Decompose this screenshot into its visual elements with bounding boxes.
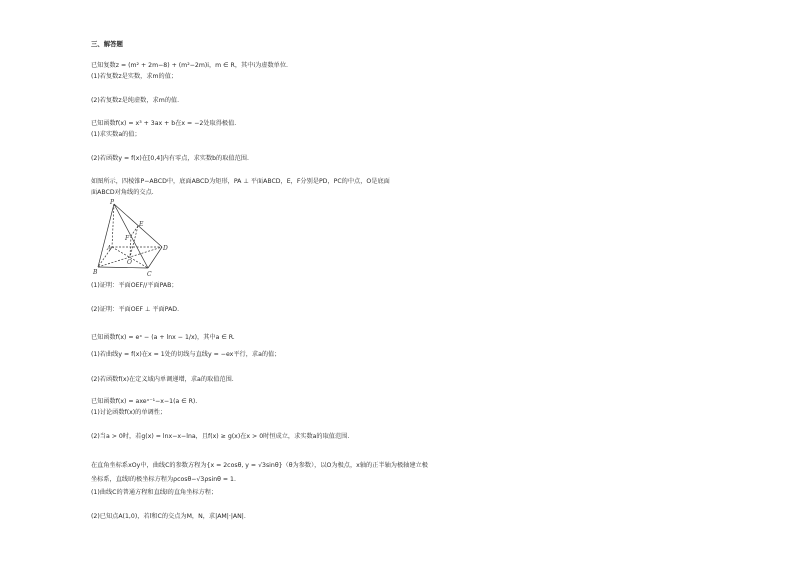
problem-4-stem: 已知函数f(x) = eˣ − (a + lnx − 1/x)，其中a ∈ R. (91, 334, 235, 341)
problem-6-part-1: (1)曲线C的普通方程和直线l的直角坐标方程； (91, 489, 218, 496)
problem-5-part-2: (2)当a > 0时，若g(x) = lnx−x−lna，且f(x) ≥ g(x)在x > 0时恒成立，求实数a的取值范围. (91, 433, 350, 440)
problem-6-part-2: (2)已知点A(1,0)，若l和C的交点为M，N，求|AM|·|AN|. (91, 513, 246, 520)
problem-3-stem-line-1: 如图所示，四棱锥P−ABCD中，底面ABCD为矩形，PA ⊥ 平面ABCD，E，F分别是PD，PC的中点，O是底面 (91, 178, 390, 185)
problem-5-stem: 已知函数f(x) = axeˣ⁻¹−x−1(a ∈ R). (91, 398, 198, 405)
label-p: P (110, 199, 115, 206)
problem-2-part-2: (2)若函数y = f(x)在[0,4]内有零点，求实数b的取值范围. (91, 155, 249, 162)
problem-4-part-2: (2)若函数f(x)在定义域内单调递增，求a的取值范围. (91, 376, 234, 383)
problem-3-stem-line-2: 面ABCD对角线的交点. (91, 189, 154, 196)
section-title: 三、解答题 (91, 40, 123, 48)
label-o: O (127, 259, 132, 266)
edge-pd (114, 204, 162, 247)
problem-3-part-1: (1)证明：平面OEF//平面PAB； (91, 282, 178, 289)
pyramid-figure (92, 199, 172, 279)
problem-1-part-1: (1)若复数z是实数，求m的值； (91, 73, 178, 80)
problem-1-part-2: (2)若复数z是纯虚数，求m的值. (91, 97, 180, 104)
problem-1-stem: 已知复数z = (m² + 2m−8) + (m²−2m)i，m ∈ R，其中i为虚数单位. (91, 62, 288, 69)
label-e: E (139, 221, 144, 228)
edge-cd (148, 247, 162, 268)
edge-pb (98, 204, 114, 267)
problem-3-part-2: (2)证明：平面OEF ⊥ 平面PAD. (91, 306, 180, 313)
problem-5-part-1: (1)讨论函数f(x)的单调性； (91, 409, 167, 416)
label-c: C (147, 271, 152, 278)
label-a: A (107, 245, 112, 252)
problem-6-stem-line-2: 坐标系，直线l的极坐标方程为ρcosθ−√3ρsinθ = 1. (91, 476, 236, 483)
problem-4-part-1: (1)若曲线y = f(x)在x = 1处的切线与直线y = −ex平行，求a的值； (91, 351, 281, 358)
edge-bc (98, 267, 148, 268)
label-b: B (93, 269, 98, 276)
label-d: D (163, 245, 168, 252)
problem-2-part-1: (1)求实数a的值； (91, 131, 141, 138)
label-f: F (125, 235, 130, 242)
problem-2-stem: 已知函数f(x) = x³ + 3ax + b在x = −2处取得极值. (91, 120, 237, 127)
problem-6-stem-line-1: 在直角坐标系xOy中，曲线C的参数方程为{x = 2cosθ, y = √3sinθ}（θ为参数），以O为极点，x轴的正半轴为极轴建立极 (91, 462, 428, 469)
